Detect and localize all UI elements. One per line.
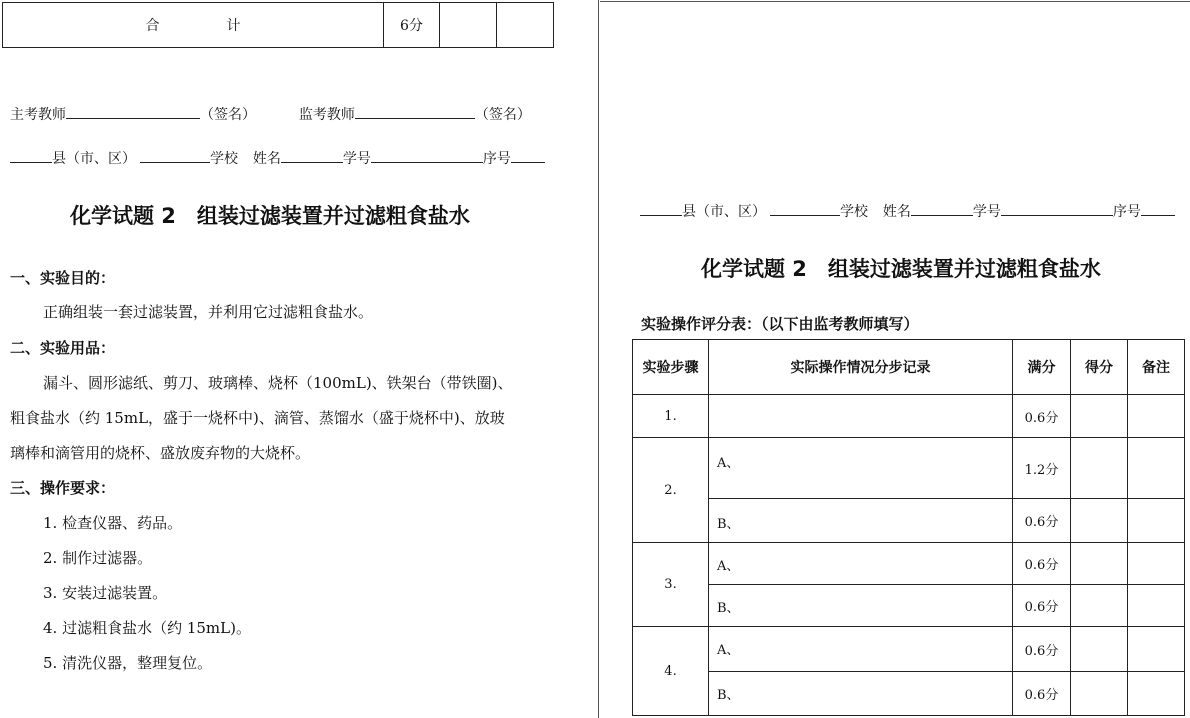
full-score-cell: 1.2分 [1013, 438, 1071, 499]
table-row [633, 543, 1185, 585]
header-record: 实际操作情况分步记录 [709, 340, 1013, 395]
header-step: 实验步骤 [633, 340, 709, 395]
county-label: 县（市、区） [52, 151, 136, 167]
header-score: 得分 [1071, 340, 1128, 395]
examiner-signature-field[interactable] [66, 104, 200, 119]
student-no-label: 学号 [972, 204, 1001, 220]
table-row [633, 585, 1185, 627]
name-label: 姓名 [252, 151, 281, 167]
step-number: 4. [633, 627, 709, 716]
record-cell[interactable]: A、 [709, 627, 1013, 672]
school-label: 学校 [210, 151, 238, 167]
remark-cell[interactable] [1128, 438, 1185, 499]
full-score-cell: 0.6分 [1013, 627, 1071, 672]
score-cell[interactable] [1071, 672, 1128, 716]
remark-cell[interactable] [1128, 672, 1185, 716]
total-table [2, 2, 554, 48]
score-cell[interactable] [1071, 585, 1128, 627]
student-info-line-right [640, 201, 1175, 221]
page-title-right: 化学试题 2 组装过滤装置并过滤粗食盐水 [701, 257, 1101, 281]
full-score-cell: 0.6分 [1013, 499, 1071, 543]
name-field[interactable] [281, 148, 343, 163]
table-row [633, 499, 1185, 543]
name-label: 姓名 [882, 204, 911, 220]
student-no-field[interactable] [371, 148, 483, 163]
school-field[interactable] [140, 148, 210, 163]
remark-cell[interactable] [1128, 395, 1185, 438]
score-cell[interactable] [1071, 438, 1128, 499]
full-score-cell: 0.6分 [1013, 585, 1071, 627]
remark-cell[interactable] [1128, 585, 1185, 627]
total-points: 6分 [384, 3, 440, 48]
student-no-label: 学号 [342, 151, 371, 167]
student-info-line-left [10, 148, 545, 168]
record-cell[interactable]: B、 [709, 499, 1013, 543]
purpose-text: 正确组装一套过滤装置，并利用它过滤粗食盐水。 [43, 303, 374, 321]
full-score-cell: 0.6分 [1013, 395, 1071, 438]
requirement-item: 1. 检查仪器、药品。 [43, 514, 183, 532]
total-score-cell[interactable] [440, 3, 497, 48]
step-number: 1. [633, 395, 709, 438]
remark-cell[interactable] [1128, 543, 1185, 585]
score-cell[interactable] [1071, 499, 1128, 543]
seat-no-field[interactable] [511, 148, 545, 163]
county-field[interactable] [10, 148, 52, 163]
table-row [633, 672, 1185, 716]
signature-line [10, 104, 531, 124]
record-cell[interactable]: B、 [709, 672, 1013, 716]
top-rule [600, 1, 1190, 2]
total-label-1: 合 [145, 18, 160, 34]
examiner-label: 主考教师 [10, 107, 66, 123]
county-field[interactable] [640, 201, 682, 216]
step-number: 2. [633, 438, 709, 543]
school-field[interactable] [770, 201, 840, 216]
total-label-cell [3, 3, 384, 48]
table-caption: 实验操作评分表：（以下由监考教师填写） [641, 315, 919, 333]
table-row [633, 395, 1185, 438]
remark-cell[interactable] [1128, 499, 1185, 543]
table-row [633, 627, 1185, 672]
requirement-item: 2. 制作过滤器。 [43, 549, 153, 567]
materials-line-1: 漏斗、圆形滤纸、剪刀、玻璃棒、烧杯（100mL)、铁架台（带铁圈)、 [43, 374, 513, 392]
record-cell[interactable]: A、 [709, 543, 1013, 585]
page-title-left: 化学试题 2 组装过滤装置并过滤粗食盐水 [70, 204, 470, 228]
seat-no-field[interactable] [1141, 201, 1175, 216]
student-no-field[interactable] [1001, 201, 1113, 216]
proctor-signature-field[interactable] [355, 104, 475, 119]
record-cell[interactable] [709, 395, 1013, 438]
table-row [633, 438, 1185, 499]
proctor-label: 监考教师 [298, 107, 355, 123]
requirement-item: 3. 安装过滤装置。 [43, 584, 168, 602]
name-field[interactable] [911, 201, 973, 216]
requirements-heading: 三、操作要求： [10, 479, 116, 497]
seat-no-label: 序号 [1112, 204, 1141, 220]
school-label: 学校 [840, 204, 868, 220]
sign-label-1: （签名） [200, 107, 256, 123]
purpose-heading: 一、实验目的： [10, 269, 116, 287]
seat-no-label: 序号 [482, 151, 511, 167]
record-cell[interactable]: B、 [709, 585, 1013, 627]
score-cell[interactable] [1071, 543, 1128, 585]
header-full-score: 满分 [1013, 340, 1071, 395]
materials-line-3: 璃棒和滴管用的烧杯、盛放废弃物的大烧杯。 [10, 444, 311, 462]
score-table [632, 339, 1185, 716]
full-score-cell: 0.6分 [1013, 672, 1071, 716]
record-cell[interactable]: A、 [709, 438, 1013, 499]
header-remark: 备注 [1128, 340, 1185, 395]
sign-label-2: （签名） [474, 107, 531, 123]
score-cell[interactable] [1071, 627, 1128, 672]
materials-line-2: 粗食盐水（约 15mL，盛于一烧杯中)、滴管、蒸馏水（盛于烧杯中)、放玻 [10, 409, 505, 427]
requirement-item: 5. 清洗仪器，整理复位。 [43, 654, 213, 672]
page-divider [598, 0, 599, 718]
full-score-cell: 0.6分 [1013, 543, 1071, 585]
step-number: 3. [633, 543, 709, 627]
remark-cell[interactable] [1128, 627, 1185, 672]
score-cell[interactable] [1071, 395, 1128, 438]
total-label-2: 计 [226, 18, 241, 34]
county-label: 县（市、区） [682, 204, 766, 220]
total-remark-cell[interactable] [497, 3, 554, 48]
requirement-item: 4. 过滤粗食盐水（约 15mL)。 [43, 619, 251, 637]
materials-heading: 二、实验用品： [10, 339, 116, 357]
